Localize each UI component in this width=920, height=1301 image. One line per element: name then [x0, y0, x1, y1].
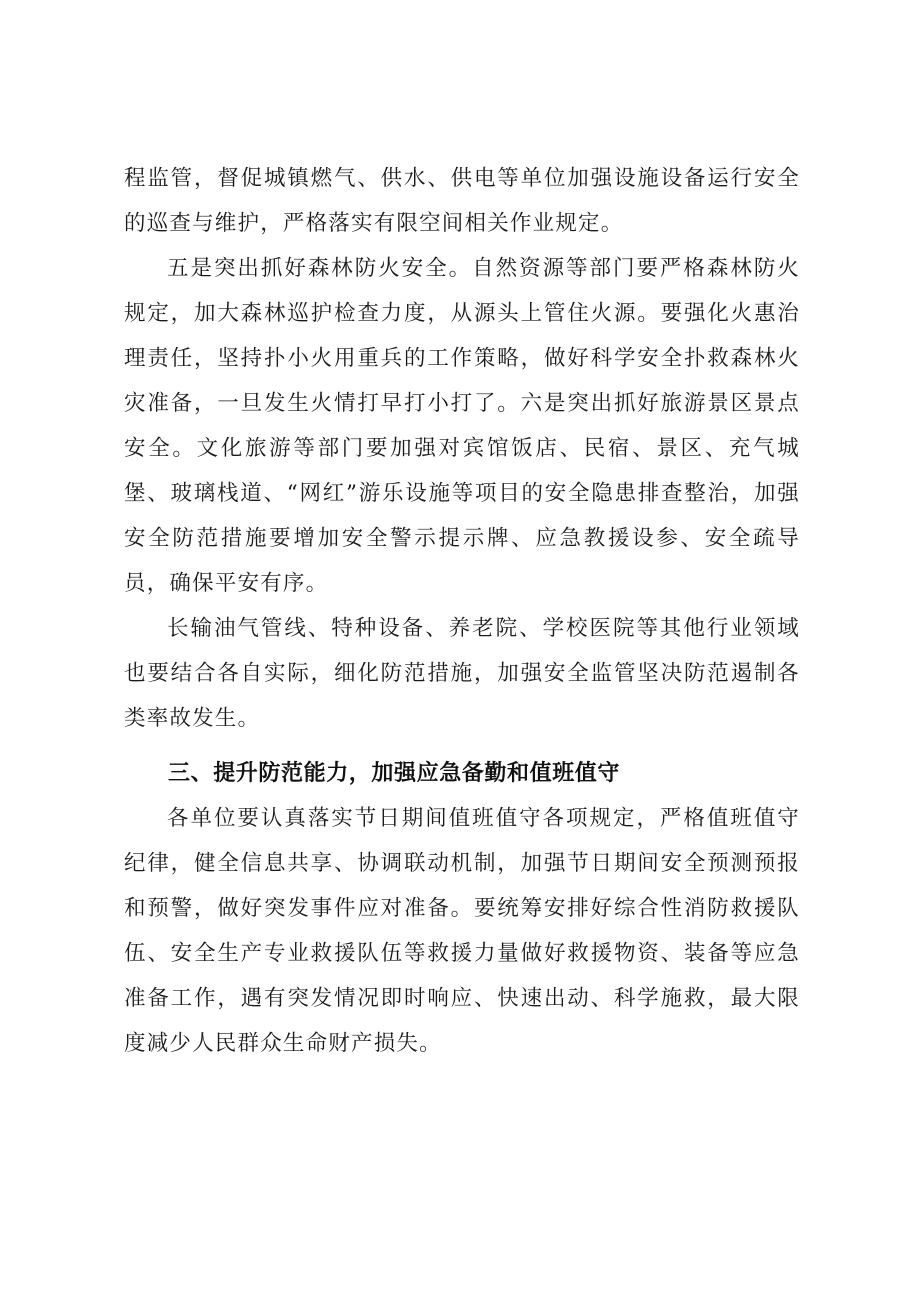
paragraph-duty-and-emergency-preparation: 各单位要认真落实节日期间值班值守各项规定，严格值班值守纪律，健全信息共享、协调联动机制，加强节日期间安全预测预报和预警，做好突发事件应对准备。要统筹安排好综合性消防救援队伍、安全生产专业救援队伍等救援力量做好救援物资、装备等应急准备工作，遇有突发情况即时响应、快速出动、科学施救，最大限度减少人民群众生命财产损失。 [124, 806, 800, 1056]
paragraph-other-industries: 长输油气管线、特种设备、养老院、学校医院等其他行业领域也要结合各自实际，细化防范措施，加强安全监管坚决防范遏制各类率故发生。 [124, 616, 800, 731]
section-heading-emergency-duty: 三、提升防范能力，加强应急备勤和值班值守 [168, 761, 621, 786]
paragraph-forest-and-tourism-safety: 五是突出抓好森林防火安全。自然资源等部门要严格森林防火规定，加大森林巡护检查力度，从源头上管住火源。要强化火惠治理责任，坚持扑小火用重兵的工作策略，做好科学安全扑救森林火灾准备，一旦发生火情打早打小打了。六是突出抓好旅游景区景点安全。文化旅游等部门要加强对宾馆饭店、民宿、景区、充气城堡、玻璃栈道、“网红”游乐设施等项目的安全隐患排查整治，加强安全防范措施要增加安全警示提示牌、应急教援设参、安全疏导员，确保平安有序。 [124, 256, 800, 596]
paragraph-supervision-continuation: 程监管，督促城镇燃气、供水、供电等单位加强设施设备运行安全的巡查与维护，严格落实有限空间相关作业规定。 [124, 166, 800, 236]
document-body [124, 156, 800, 1066]
